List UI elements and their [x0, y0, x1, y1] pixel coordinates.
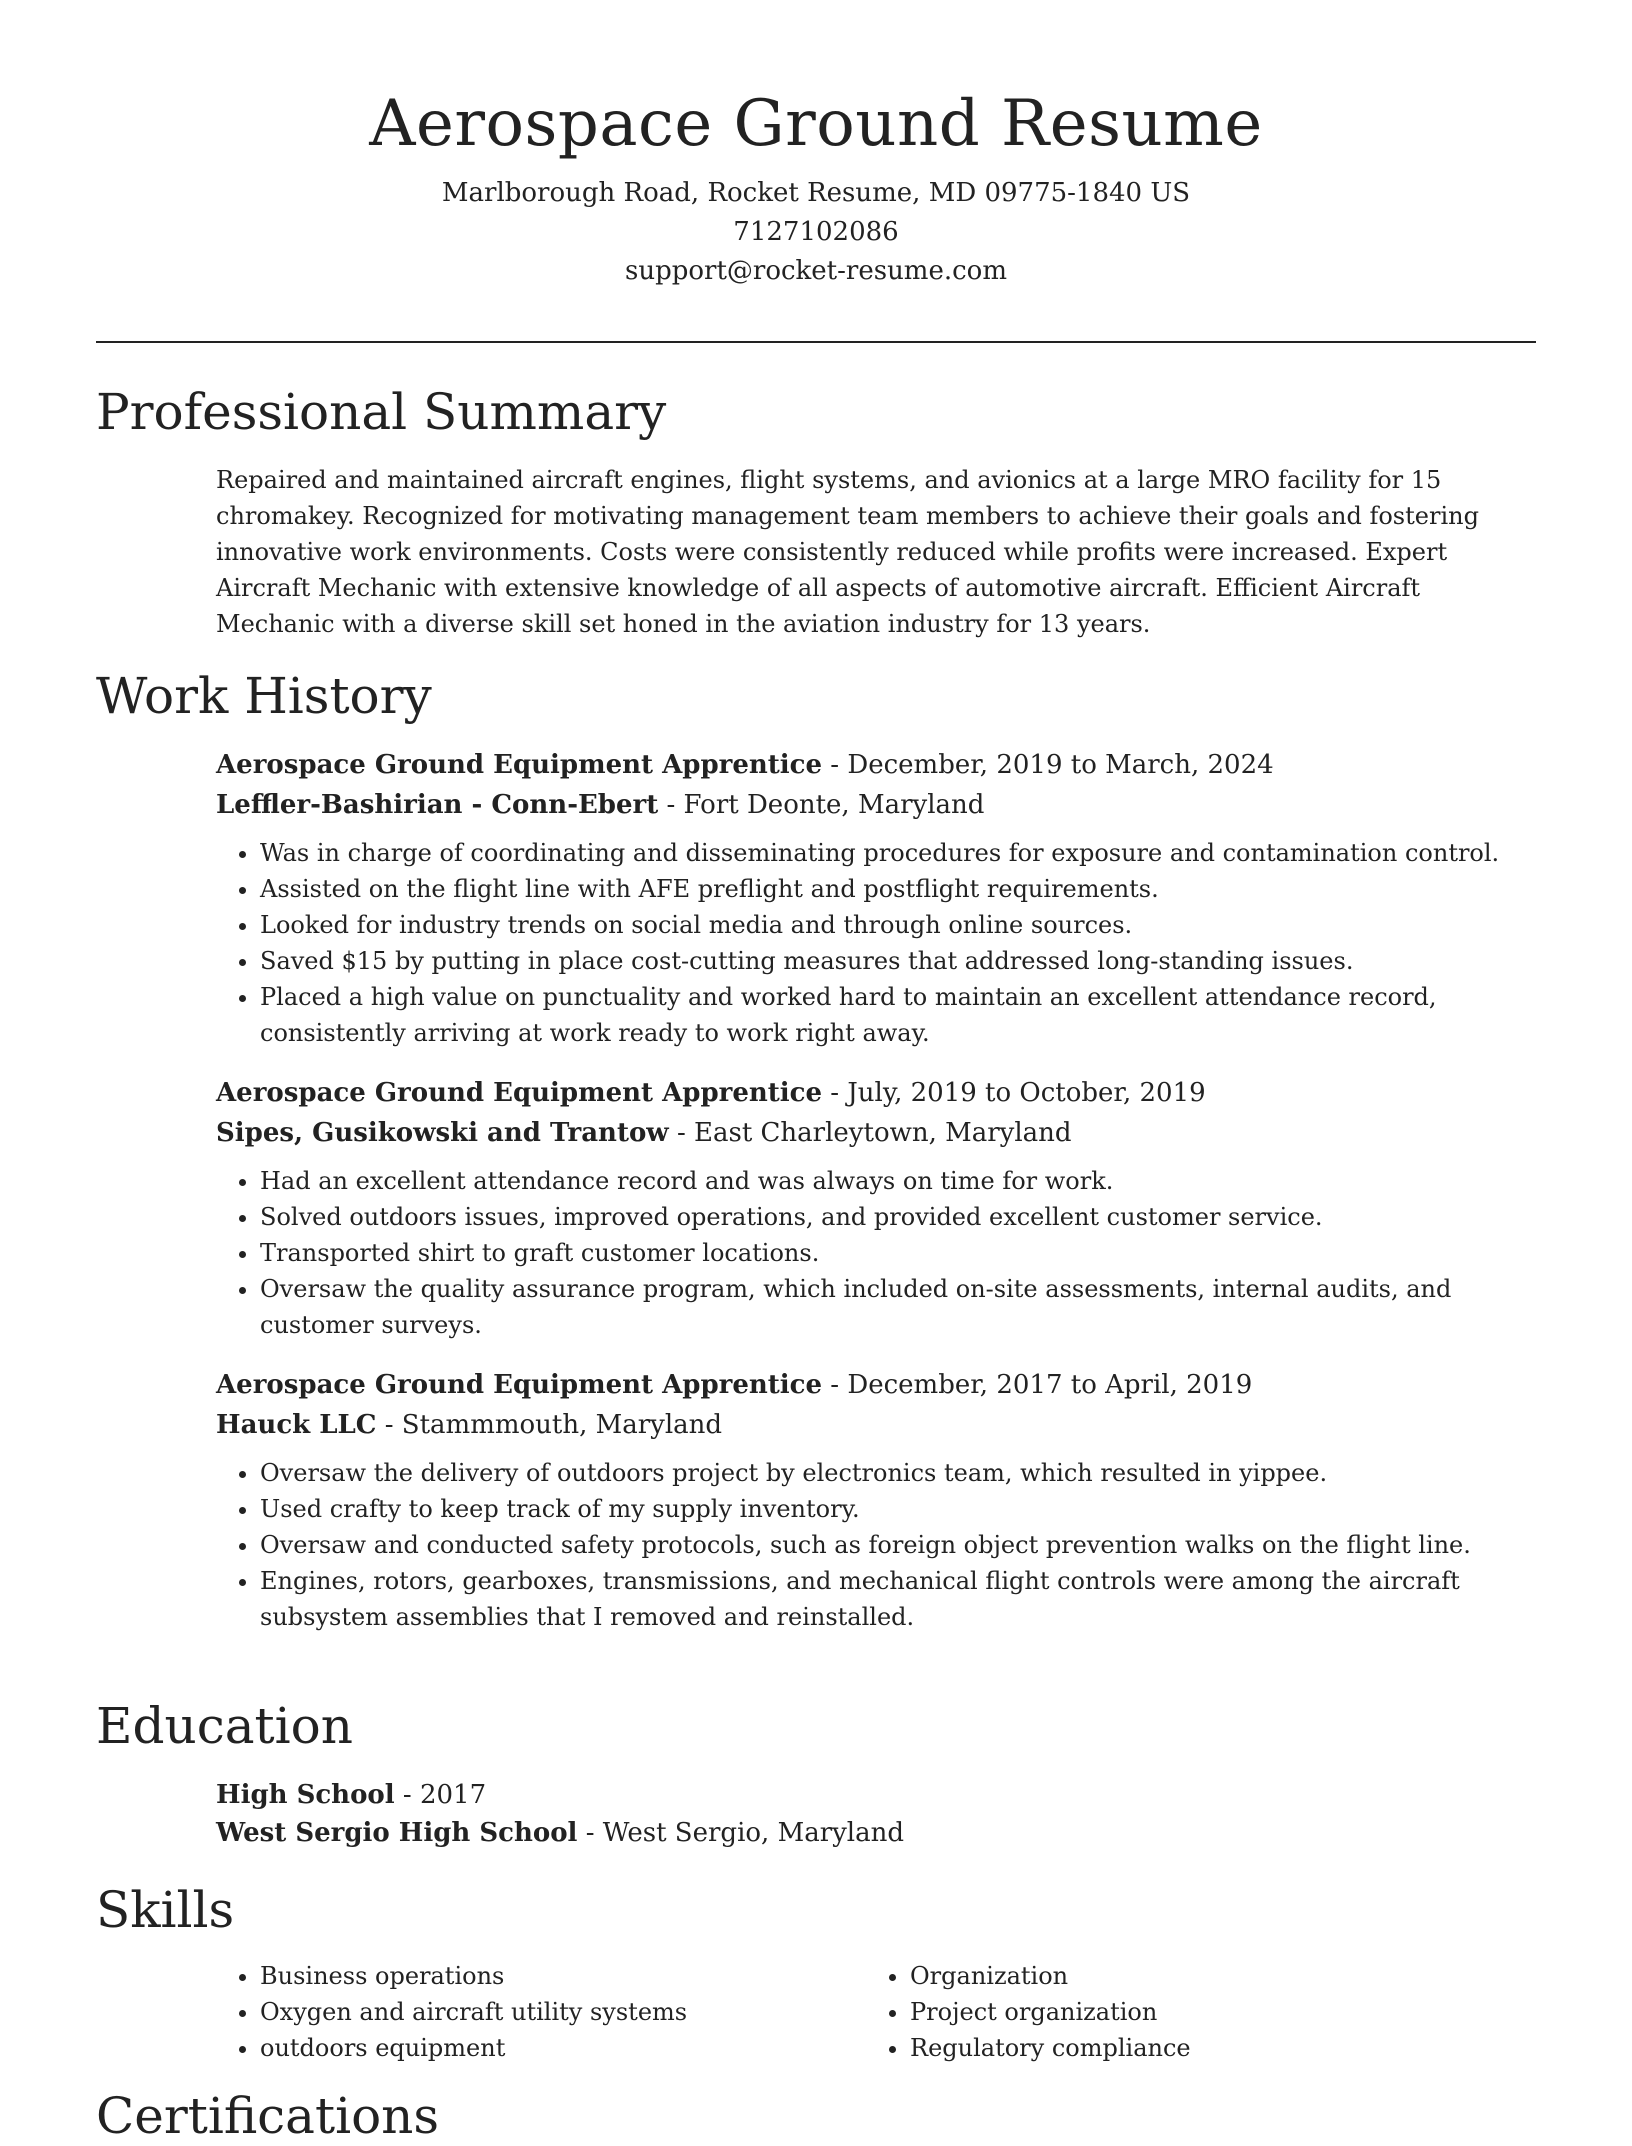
skills-body [216, 1958, 1536, 2066]
skills-column-left [216, 1958, 866, 2066]
education-location: - West Sergio, Maryland [577, 1818, 905, 1848]
skill-item: • Regulatory compliance [910, 2030, 1516, 2066]
job-location: - Stammmouth, Maryland [376, 1410, 723, 1440]
summary-heading: Professional Summary [96, 383, 667, 441]
job-bullets [216, 1163, 1536, 1343]
skills-columns [216, 1958, 1536, 2066]
job-bullet: • Oversaw and conducted safety protocols, such as foreign object prevention walks on the flight line. [260, 1527, 1536, 1563]
skills-heading: Skills [96, 1881, 235, 1939]
contact-email: support@rocket-resume.com [624, 256, 1007, 286]
job-bullet: • Used crafty to keep track of my supply inventory. [260, 1491, 1536, 1527]
job-bullet: • Engines, rotors, gearboxes, transmissions, and mechanical flight controls were among the aircraft subsystem assemblies that I removed and reinstalled. [260, 1563, 1536, 1635]
contact-block [0, 174, 1632, 291]
job-bullet: • Placed a high value on punctuality and worked hard to maintain an excellent attendance record, consistently arriving at work ready to work right away. [260, 979, 1536, 1051]
contact-address: Marlborough Road, Rocket Resume, MD 09775-1840 US [441, 178, 1191, 208]
job-location: - Fort Deonte, Maryland [658, 790, 985, 820]
job-dates: - December, 2019 to March, 2024 [822, 750, 1274, 780]
resume-header [0, 0, 1632, 291]
contact-phone: 7127102086 [733, 217, 899, 247]
job-bullets [216, 835, 1536, 1051]
education-body [216, 1776, 1536, 1852]
education-year: - 2017 [394, 1780, 487, 1810]
skill-item: • outdoors equipment [260, 2030, 866, 2066]
education-degree-line [216, 1776, 1536, 1814]
summary-text: Repaired and maintained aircraft engines, flight systems, and avionics at a large MRO facility for 15 chromakey. Recognized for motivating management team members to achieve their goals and fostering innovative work environments. Costs were consistently reduced while profits were increased. Expert Aircraft Mechanic with extensive knowledge of all aspects of automotive aircraft. Efficient Aircraft Mechanic with a diverse skill set honed in the aviation industry for 13 years. [216, 466, 1479, 638]
job-employer-line [216, 1405, 1536, 1445]
job-heading [216, 1073, 1536, 1113]
work-history-body [216, 745, 1536, 1657]
work-history-heading: Work History [96, 667, 432, 725]
skills-column-right [866, 1958, 1516, 2066]
job-heading [216, 745, 1536, 785]
certifications-heading: Certifications [96, 2087, 440, 2145]
job-bullet: • Solved outdoors issues, improved operations, and provided excellent customer service. [260, 1199, 1536, 1235]
education-school: West Sergio High School [216, 1818, 578, 1848]
skill-item: • Business operations [260, 1958, 866, 1994]
job-title: Aerospace Ground Equipment Apprentice [216, 1370, 823, 1400]
job-bullet: • Had an excellent attendance record and was always on time for work. [260, 1163, 1536, 1199]
skill-item: • Organization [910, 1958, 1516, 1994]
job-bullet: • Transported shirt to graft customer locations. [260, 1235, 1536, 1271]
job-heading [216, 1365, 1536, 1405]
education-heading: Education [96, 1697, 353, 1755]
job-employer-line [216, 785, 1536, 825]
job-employer-line [216, 1113, 1536, 1153]
job-bullet: • Oversaw the quality assurance program, which included on-site assessments, internal audits, and customer surveys. [260, 1271, 1536, 1343]
job-bullet: • Oversaw the delivery of outdoors project by electronics team, which resulted in yippee. [260, 1455, 1536, 1491]
header-divider [96, 341, 1536, 343]
job-title: Aerospace Ground Equipment Apprentice [216, 750, 823, 780]
job-bullets [216, 1455, 1536, 1635]
job-bullet: • Was in charge of coordinating and disseminating procedures for exposure and contamination control. [260, 835, 1536, 871]
job-dates: - July, 2019 to October, 2019 [822, 1078, 1206, 1108]
job-employer: Leffler-Bashirian - Conn-Ebert [216, 790, 659, 820]
resume-name: Aerospace Ground Resume [369, 87, 1263, 161]
job-bullet: • Looked for industry trends on social media and through online sources. [260, 907, 1536, 943]
skills-list-left [216, 1958, 866, 2066]
job-entry [216, 1073, 1536, 1343]
job-location: - East Charleytown, Maryland [668, 1118, 1072, 1148]
job-employer: Sipes, Gusikowski and Trantow [216, 1118, 669, 1148]
job-entry [216, 1365, 1536, 1635]
education-school-line [216, 1814, 1536, 1852]
skill-item: • Oxygen and aircraft utility systems [260, 1994, 866, 2030]
job-entry [216, 745, 1536, 1051]
job-dates: - December, 2017 to April, 2019 [822, 1370, 1253, 1400]
skills-list-right [866, 1958, 1516, 2066]
job-bullet: • Assisted on the flight line with AFE preflight and postflight requirements. [260, 871, 1536, 907]
job-bullet: • Saved $15 by putting in place cost-cutting measures that addressed long-standing issues. [260, 943, 1536, 979]
job-employer: Hauck LLC [216, 1410, 377, 1440]
summary-body [216, 462, 1536, 642]
skill-item: • Project organization [910, 1994, 1516, 2030]
education-degree: High School [216, 1780, 395, 1810]
job-title: Aerospace Ground Equipment Apprentice [216, 1078, 823, 1108]
